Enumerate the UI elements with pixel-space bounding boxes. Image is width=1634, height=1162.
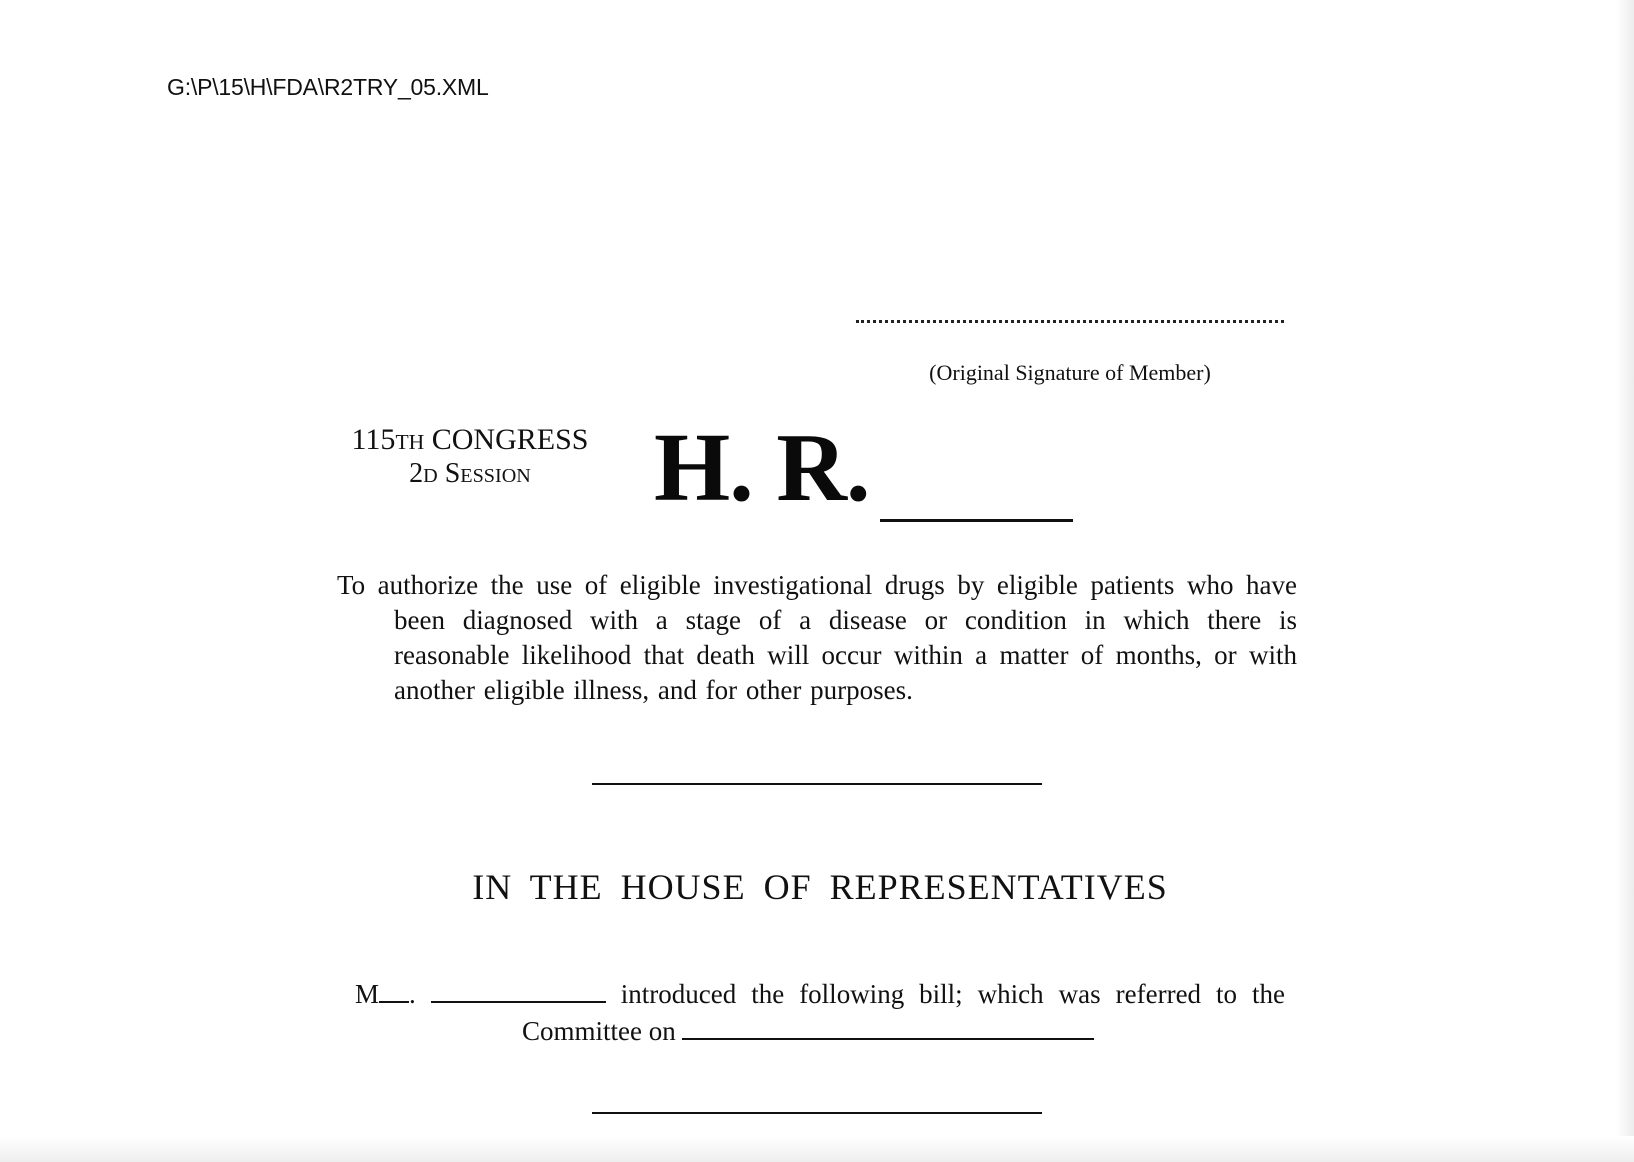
- introduction-paragraph: [355, 975, 1285, 1049]
- congress-session-block: [330, 424, 610, 492]
- committee-name-blank: [682, 1012, 1094, 1040]
- page-right-edge: [1616, 0, 1634, 1162]
- file-path: G:\P\15\H\FDA\R2TRY_05.XML: [167, 74, 489, 100]
- signature-dotted-line: [856, 320, 1284, 323]
- congress-line: [330, 424, 610, 458]
- introduced-text: introduced the following bill; which was referred to the Committee on: [522, 979, 1286, 1046]
- member-period: .: [409, 979, 416, 1009]
- session-line: [330, 458, 610, 492]
- session-word-initial: S: [437, 458, 461, 489]
- member-name-blank: [431, 975, 606, 1003]
- signature-caption: (Original Signature of Member): [929, 360, 1211, 385]
- session-number-suffix: D: [423, 465, 438, 487]
- member-prefix: M: [355, 979, 380, 1009]
- bill-designation: H. R.: [654, 414, 870, 522]
- congress-word: CONGRESS: [424, 423, 589, 456]
- house-heading: IN THE HOUSE OF REPRESENTATIVES: [472, 867, 1168, 907]
- congress-number: 115: [351, 423, 396, 456]
- bill-number-blank: [880, 519, 1073, 522]
- member-title-blank: [379, 975, 409, 1003]
- session-word-rest: ESSION: [460, 465, 531, 487]
- bill-title: To authorize the use of eligible investigational drugs by eligible patients who have been diagnosed with a stage of a disease or condition in which there is reasonable likelihood that death will occur within a matter of months, or with another eligible illness, and for other purposes.: [337, 570, 1297, 705]
- congress-number-suffix: TH: [395, 430, 425, 454]
- divider-rule-top: [592, 783, 1042, 785]
- divider-rule-bottom: [592, 1112, 1042, 1114]
- session-number: 2: [409, 458, 424, 489]
- page-bottom-edge: [0, 1136, 1634, 1162]
